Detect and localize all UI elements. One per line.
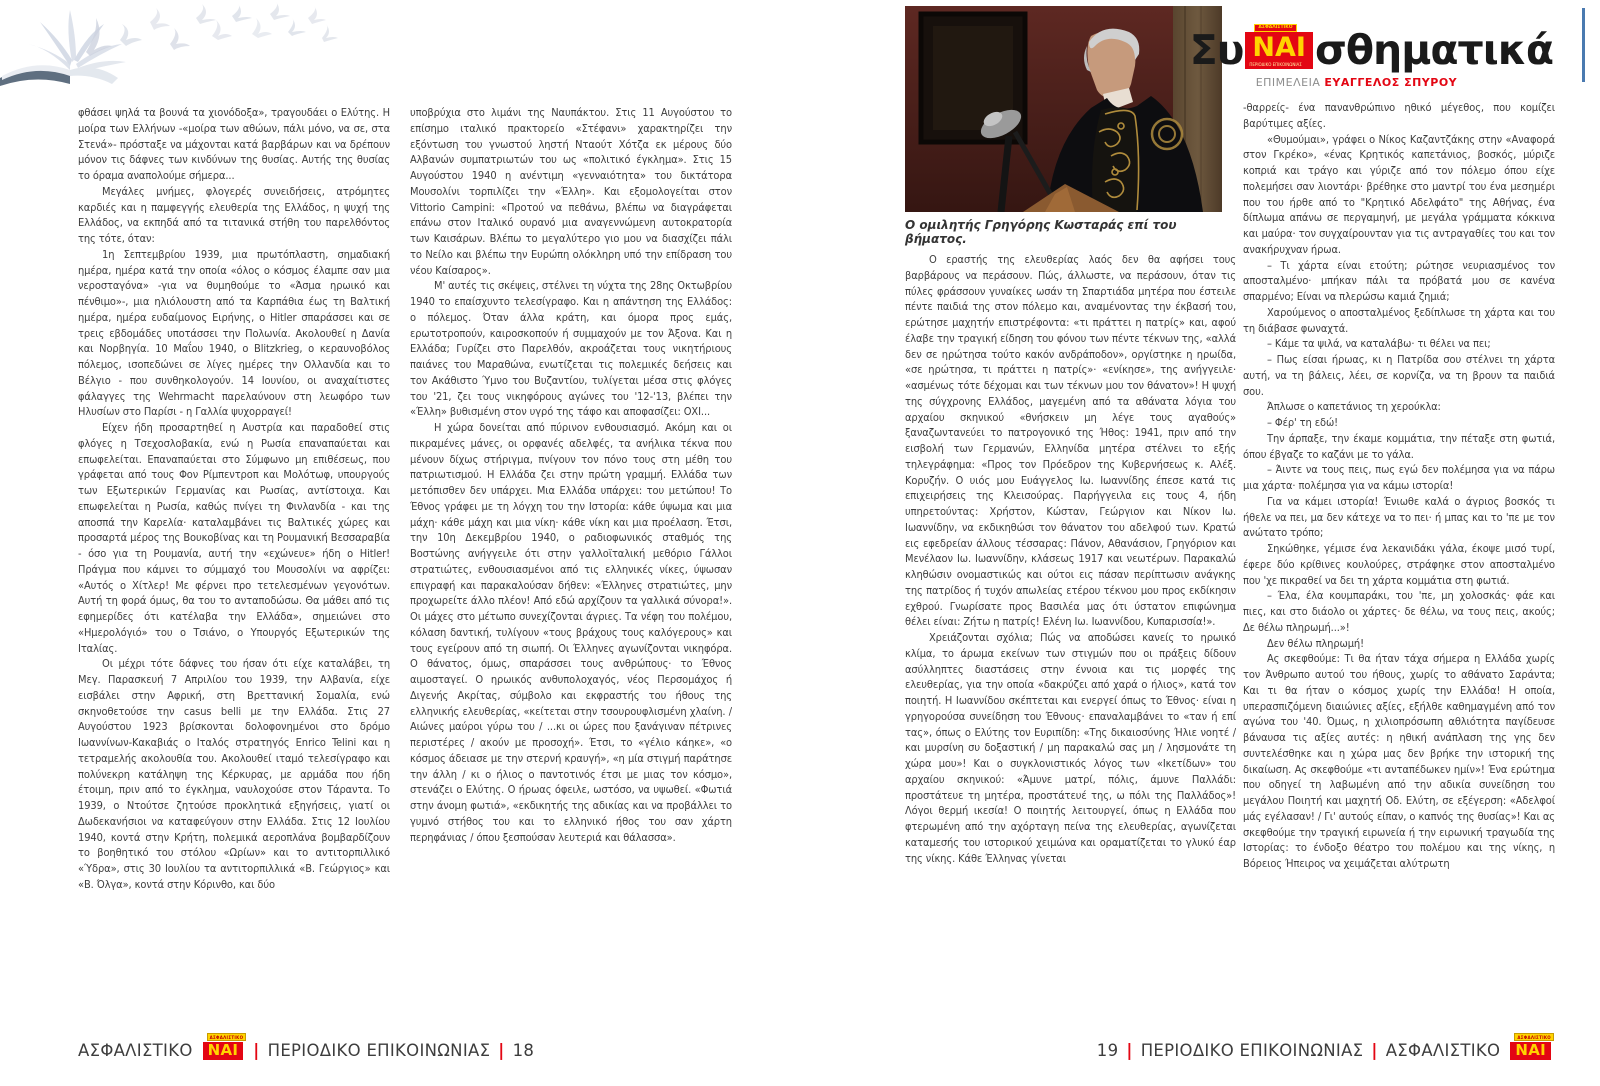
nai-footer-logo-tab: ΑΣΦΑΛΙΣΤΙΚΟ xyxy=(207,1033,247,1041)
paragraph: Δεν θέλω πληρωμή! xyxy=(1267,636,1364,650)
nai-footer-logo xyxy=(1510,1034,1552,1060)
paragraph: Είχεν ήδη προσαρτηθεί η Αυστρία και παραδοθεί στις φλόγες η Τσεχοσλοβακία, ενώ η Ρωσία επαναπαύεται και επωφελείται. Επαναπαύεται στο Σύμφωνο μη επιθέσεως, που γράφεται από τους Φον Ρίμπεντροπ και Μολότωφ, υπουργούς των Εξωτερικών Γερμανίας και Ρωσίας, αντίστοιχα. Και επωφελείται η Ρωσία, καθώς πνίγει τη Φινλανδία - και της αποσπά την Καρελία· καταλαμβάνει τις Βαλτικές χώρες και προσαρτά μέρος της Βουκοβίνας και τη Ρουμανική Βεσσαραβία - όσο για τη Ρουμανία, αυτή την «εχώνευε» ήδη ο Hitler! Πράγμα που κάμνει το σύμμαχό του Μουσολίνι να αφρίζει: «Αυτός ο Χίτλερ! Με φέρνει προ τετελεσμένων γεγονότων. Αυτή τη φορά όμως, θα του το ανταποδώσω. Θα μάθει από τις εφημερίδες ότι κατέλαβα την Ελλάδα», σημειώνει στο «Ημερολόγιό» του ο Τσιάνο, ο Υπουργός Εξωτερικών της Ιταλίας. xyxy=(78,421,390,655)
nai-footer-logo-tab: ΑΣΦΑΛΙΣΤΙΚΟ xyxy=(1514,1033,1554,1041)
book-doves-illustration xyxy=(0,0,345,90)
paragraph: Η χώρα δονείται από πύρινον ενθουσιασμό. Ακόμη και οι πικραμένες μάνες, οι ορφανές αδελφές, τα ανήλικα τέκνα που μένουν δίχως στήριγμα, πνίγουν τον πόνο τους στη μέθη του πατριωτισμού. Η Ελλάδα ζει στην πρώτη γραμμή. Ελλάδα των μετόπισθεν δεν υπάρχει. Μια Ελλάδα υπάρχει: του μετώπου! Το Έθνος γράφει με τη λόγχη του την Ιστορία: κάθε ύψωμα και μια μάχη· κάθε μάχη και μια νίκη· κάθε νίκη και μια προέλαση. Έτσι, την 10η Δεκεμβρίου 1940, ο ραδιοφωνικός σταθμός της Βοστώνης ανήγγειλε ότι στην γαλλοϊταλική μεθόριο Γάλλοι στρατιώτες, ενθουσιασμένοι από τις ελληνικές νίκες, ύψωσαν επιγραφή και παρακαλούσαν δήθεν: «Έλληνες στρατιώτες, μην προχωρείτε άλλο πλέον! Από εδώ αρχίζουν τα γαλλικά σύνορα!». Οι μάχες στο μέτωπο συνεχίζονται άγριες. Τα νέφη του πολέμου, κόλαση δαντική, τυλίγουν «τους βράχους τους καλόγερους» και τους εγείρουν από τη σιωπή. Οι Έλληνες αγωνίζονται νικηφόρα. Ο θάνατος, όμως, σπαράσσει τους ανθρώπους· το Έθνος αιμοσταγεί. Ο ηρωικός ανθυπολοχαγός, νέος Περσομάχος ή Διγενής Ακρίτας, σύμβολο και εκφραστής του ήθους της ελληνικής ελευθερίας, «κείτεται στην τσουρουφλισμένη χλαίνη. / Αιώνες μαύροι γύρω του / ...κι οι ώρες που ξανάγιναν πέτρινες περιστέρες / ακούν με προσοχή». Έτσι, το «γέλιο κάηκε», «ο κόσμος άδειασε με την στερνή κραυγή», «η μία στιγμή παράτησε την άλλη / κι ο ήλιος ο παντοτινός έτσι με μιας τον κόσμο», στενάζει ο Ελύτης. Ο ήρωας όφειλε, ωστόσο, να υψωθεί. «Φωτιά στην άνομη φωτιά», «εκδικητής της αδικίας και να προβάλλει το γυμνό στήθος του και το ελληνικό ήθος του σαν χάρτη περηφάνιας / όπου ξεσπούσαν λευτεριά και θάλασσα». xyxy=(410,421,732,844)
logo-tagline xyxy=(1190,76,1553,89)
speaker-photo xyxy=(905,6,1222,212)
logo-prefix: Συ xyxy=(1189,26,1244,74)
paragraph: – Έλα, έλα κουμπαράκι, του 'πε, μη χολοσκάς· φάε και πιες, και στο διάολο οι χάρτες· δε θέλω, να τους πεις, ακούς; Δε θέλω πληρωμή...»! xyxy=(1243,589,1555,634)
nai-footer-logo-text: ΝΑΙ xyxy=(203,1042,244,1060)
paragraph: υποβρύχια στο λιμάνι της Ναυπάκτου. Στις 11 Αυγούστου το επίσημο ιταλικό πρακτορείο «Στέφανι» χαρακτηρίζει την εξόντωση του γνωστού ληστή Νταούτ Χότζα εκ μέρους δύο Αλβανών συμπατριωτών του ως «πολιτικό έγκλημα». Στις 15 Αυγούστου 1940 η ανέντιμη «γενναιότητα» του δικτάτορα Μουσολίνι τορπιλίζει την «Έλλη». Και εξομολογείται στον Vittorio Campini: «Προτού να πεθάνω, βλέπω να διαγράφεται επάνω στον Ιταλικό ουρανό μια αναγεννώμενη αυτοκρατορία των Καισάρων. Βλέπω το μεγαλύτερο γιο μου να διασχίζει πάλι το Νείλο και βλέπω την Ευρώπη ολόκληρη υπό την επίδραση του νέου Καίσαρος». xyxy=(410,106,732,277)
nai-logo-subtitle: ΠΕΡΙΟΔΙΚΟ ΕΠΙΚΟΙΝΩΝΙΑΣ xyxy=(1249,61,1302,67)
nai-footer-logo-text: ΝΑΙ xyxy=(1510,1042,1551,1060)
footer-brand: ΑΣΦΑΛΙΣΤΙΚΟ xyxy=(1385,1040,1501,1060)
paragraph: φθάσει ψηλά τα βουνά τα χιονόδοξα», τραγουδάει ο Ελύτης. Η μοίρα των Ελλήνων -«μοίρα των αθώων, πάλι μόνο, να σε, στα Στενά»- πρόσταξε να μάχονται κατά βαρβάρων και να δρέπουν μόνον τις δάφνες των κινδύνων της θυσίας. Αυτής της θυσίας το όραμα αναπολούμε σήμερα... xyxy=(78,106,390,182)
paragraph: Χαρούμενος ο αποσταλμένος ξεδίπλωσε τη χάρτα και του τη διάβασε φωναχτά. xyxy=(1243,305,1555,335)
article-column-4 xyxy=(1243,100,1555,1024)
paragraph: – Άιντε να τους πεις, πως εγώ δεν πολέμησα για να πάρω μια χάρτα· πολέμησα για να κάμω ιστορία! xyxy=(1243,463,1555,492)
tagline-editor-name: ΕΥΑΓΓΕΛΟΣ ΣΠΥΡΟΥ xyxy=(1324,76,1458,89)
footer-separator: | xyxy=(1126,1040,1133,1060)
footer-magazine: ΠΕΡΙΟΔΙΚΟ ΕΠΙΚΟΙΝΩΝΙΑΣ xyxy=(1140,1040,1364,1060)
blue-edge-rule xyxy=(1582,8,1585,82)
footer-page-number: 19 xyxy=(1096,1040,1119,1060)
paragraph: Άπλωσε ο καπετάνιος τη χερούκλα: xyxy=(1267,400,1441,414)
paragraph: Χρειάζονται σχόλια; Πώς να αποδώσει κανείς το ηρωικό κλίμα, το άρωμα εκείνων των στιγμών που οι πράξεις δίδουν ασύλληπτες διαστάσεις στην έννοια και τις μορφές της ελευθερίας, για την οποία «δακρύζει από χαρά ο ήλιος», κατά τον ποιητή. Η Ιωαννίδου σκέπτεται και ενεργεί όπως το Έθνος· είναι η γρηγορούσα συνείδηση του Έθνους· επαναλαμβάνει το «ταν ή επί τας», όπως ο Ελύτης τον Ευριπίδη: «Της δικαιοσύνης Ήλιε νοητέ / και μυρσίνη συ δοξαστική / μη παρακαλώ σας μη / λησμονάτε τη χώρα μου»! Και ο συγκλονιστικός λόγος των «Ικετίδων» του αρχαίου σκηνικού: «Άμυνε ματρί, πόλις, άμυνε Παλλάδι: προστάτευε τη μητέρα, προστάτευέ της, ω πόλι της Παλλάδος»! Λόγοι θερμή ικεσία! Ο ποιητής λειτουργεί, όπως η Ελλάδα που φτερωμένη από την αχόρταγη πείνα της ελευθερίας, αγωνίζεται καταμεσής του ιστορικού χειμώνα και οραματίζεται το γλυκύ έαρ της νίκης. Κάθε Έλληνας γίνεται xyxy=(905,631,1236,865)
paragraph: Σηκώθηκε, γέμισε ένα λεκανιδάκι γάλα, έκοψε μισό τυρί, έφερε δύο κρίθινες κουλούρες, στράφηκε στον αποσταλμένο που 'χε πικραθεί να δει τη χάρτα κομμάτια στη φωτιά. xyxy=(1243,542,1555,587)
magazine-section-logo xyxy=(1190,26,1553,89)
footer-magazine: ΠΕΡΙΟΔΙΚΟ ΕΠΙΚΟΙΝΩΝΙΑΣ xyxy=(267,1040,491,1060)
paragraph: – Κάμε τα ψιλά, να καταλάβω· τι θέλει να πει; xyxy=(1267,337,1491,351)
tagline-label: ΕΠΙΜΕΛΕΙΑ xyxy=(1255,76,1325,89)
logo-suffix: σθηματικά xyxy=(1314,26,1553,74)
paragraph: 1η Σεπτεμβρίου 1939, μια πρωτόπλαστη, σημαδιακή ημέρα, ημέρα κατά την οποία «όλος ο κόσμος έλαμπε σαν μια νεροσταγόνα» -για να θυμηθούμε το «Άσμα ηρωικό και πένθιμο»-, μια ηλιόλουστη από τα Καρπάθια έως τη Βαλτική ημέρα, ημέρα ευδαίμονος Ειρήνης, ο Hitler σπαράσσει και σε τρεις εβδομάδες υποτάσσει την Πολωνία. Ακολουθεί η Δανία και Νορβηγία. 10 Μαΐου 1940, ο Blitzkrieg, ο κεραυνοβόλος πόλεμος, ισοπεδώνει σε λίγες ημέρες την Ολλανδία και το Βέλγιο - που συνθηκολογούν. 14 Ιουνίου, οι αναχαίτιστες φάλαγγες της Wehrmacht παρελαύνουν στη λεωφόρο των Ηλυσίων στο Παρίσι - η Γαλλία ψυχορραγεί! xyxy=(78,247,390,419)
paragraph: Μεγάλες μνήμες, φλογερές συνειδήσεις, ατρόμητες καρδιές και η παμφεγγής ελευθερία της Ελλάδος, η ψυχή της Ελλάδος, να εκπηδά από τα τιτανικά στήθη του παρελθόντος της τότε, όταν: xyxy=(78,184,390,245)
paragraph: Οι μέχρι τότε δάφνες του ήσαν ότι είχε καταλάβει, τη Μεγ. Παρασκευή 7 Απριλίου του 1939, την Αλβανία, είχε εισβάλει στην Αφρική, στη Βρεττανική Σομαλία, ενώ σκηνοθετούσε την casus belli με την Ελλάδα. Στις 27 Αυγούστου 1923 βρίσκονται δολοφονημένοι στο δρόμο Ιωαννίνων-Κακαβιάς ο Ιταλός στρατηγός Enrico Telini και η τετραμελής ακολουθία του. Ακολουθεί ιταμό τελεσίγραφο και πολύνεκρη κατάληψη της Κέρκυρας, με αρμάδα που ήδη έτοιμη, πριν από το έγκλημα, ναυλοχούσε στον Τάραντα. Το 1939, ο Ντούτσε ζητούσε προκλητικά εξηγήσεις, γιατί οι Δωδεκανήσιοι να καταφεύγουν στην Ελλάδα. Στις 12 Ιουλίου 1940, κοντά στην Κρήτη, πολεμικά αεροπλάνα βομβαρδίζουν το βοηθητικό του στόλου «Ωρίων» και το αντιτορπιλλικό «Ύδρα», στις 30 Ιουλίου τα αντιτορπιλλικά «Β. Γεώργιος» και «Β. Όλγα», κοντά στην Κόρινθο, και δύο xyxy=(78,657,390,891)
nai-footer-logo xyxy=(203,1034,244,1060)
footer-brand: ΑΣΦΑΛΙΣΤΙΚΟ xyxy=(78,1040,193,1060)
nai-logo-tab: ΑΣΦΑΛΙΣΤΙΚΟ xyxy=(1254,24,1296,32)
paragraph: – Τι χάρτα είναι ετούτη; ρώτησε νευριασμένος τον αποσταλμένο· μπήκαν πάλι τα πρόβατά μου σε κανένα σπαρμένο; Είναι να πλερώσω καμιά ζημιά; xyxy=(1243,258,1555,303)
article-column-3 xyxy=(905,252,1236,1024)
paragraph: Μ' αυτές τις σκέψεις, στέλνει τη νύχτα της 28ης Οκτωβρίου 1940 το επαίσχυντο τελεσίγραφο. Και η απάντηση της Ελλάδος: ο πόλεμος. Όταν άλλα κράτη, και όμορα προς εμάς, ερωτοτροπούν, καιροσκοπούν ή συμμαχούν με τον Άξονα. Και η Ελλάδα; Γυρίζει στο Παρελθόν, ακροάζεται τους νικητήριους παιάνες του Μαραθώνα, ενωτίζεται τις πολεμικές δεήσεις και τον Ακάθιστο Ύμνο του Βυζαντίου, τυλίγεται μέσα στις φλόγες του '21, ζει τους νικηφόρους αγώνες του '12-'13, βλέπει την «Έλλη» βυθισμένη στον υγρό της τάφο και αποφασίζει: ΟΧΙ... xyxy=(410,279,732,419)
photo-caption: Ο ομιλητής Γρηγόρης Κωσταράς επί του βήματος. xyxy=(905,218,1177,246)
nai-logo xyxy=(1246,25,1312,68)
footer-left xyxy=(78,1034,535,1060)
paragraph: -θαρρείς- ένα πανανθρώπινο ηθικό μέγεθος, που κομίζει βαρύτιμες αξίες. xyxy=(1243,101,1555,130)
article-column-2 xyxy=(410,105,732,1025)
footer-separator: | xyxy=(253,1040,260,1060)
nai-logo-text: ΝΑΙ xyxy=(1252,31,1306,63)
paragraph: Ας σκεφθούμε: Τι θα ήταν τάχα σήμερα η Ελλάδα χωρίς τον Άνθρωπο αυτού του ήθους, χωρίς το αθάνατο Σαράντα; Και τι θα ήταν ο κόσμος χωρίς την Ελλάδα! Η οποία, υπερασπιζόμενη διαιώνιες αξίες, εξήλθε καθημαγμένη από τον αγώνα του '40. Όμως, η χιλιοπρόσωπη αθλιότητα παγίδευσε βάναυσα τις αξίες αυτές: η ηθική ανάπλαση της γης δεν συντελέσθηκε και η χώρα μας δεν βρήκε την ιστορική της δικαίωση. Ας σκεφθούμε «τι ανταπέδωκεν ημίν»! Ένα ερώτημα που οδηγεί τη λαβωμένη από την αδικία συνείδηση του μεγάλου Ποιητή και μαχητή Οδ. Ελύτη, σε εξέγερση: «Αδελφοί μάς εγέλασαν! / Γι' αυτούς είπαν, ο καπνός της θυσίας»! Και ας σκεφθούμε την τραγική ειρωνεία ή την ειρωνική τραγωδία της Ιστορίας: το ένδοξο θέατρο του πολέμου και της νίκης, η Βόρειος Ήπειρος να χειμάζεται αλύτρωτη xyxy=(1243,652,1555,870)
footer-separator: | xyxy=(498,1040,505,1060)
paragraph: Ο εραστής της ελευθερίας λαός δεν θα αφήσει τους βαρβάρους να περάσουν. Πώς, άλλωστε, να περάσουν, όταν τις πύλες φράσσουν γυναίκες ωσάν τη Σπαρτιάδα μητέρα που έστειλε πέντε παιδιά της στον πόλεμο και, αναμένοντας την έκβασή του, ερώτησε μαχητήν επιστρέφοντα: «τι πράττει η πατρίς» και, αφού έλαβε την τραγική είδηση του φόνου των πέντε τέκνων της, «αλλά δεν σε ηρώτησα τούτο κακόν ανδράποδον», οργίστηκε η ηρωίδα, «σε ηρώτησα, τι πράττει η πατρίς»· «ενίκησε», της ανήγγειλε· «ασμένως τότε δέχομαι και των τέκνων μου τον θάνατον»! Η ψυχή της σύγχρονης Ελλάδος, μαγεμένη από τα αθάνατα λόγια του αρχαίου σκηνικού «θνήσκειν μη λέγε τους αγαθούς» ξαναζωντανεύει το πατρογονικό της Ήθος: 1941, πριν από την εισβολή των Γερμανών, Ελληνίδα μητέρα στέλνει το εξής τηλεγράφημα: «Προς τον Πρόεδρον της Κυβερνήσεως κ. Αλέξ. Κορυζήν. Ο υιός μου Ευάγγελος Ιω. Ιωαννίδης έπεσε κατά τις επιχειρήσεις της Κλεισούρας. Παρήγγειλα εις τους 4, ήδη υπηρετούντας: Χρήστον, Κώσταν, Γεώργιον και Νίκον Ιω. Ιωαννίδην, να εκδικηθώσι τον θάνατον του αδελφού των. Κρατώ εις εφεδρείαν άλλους τέσσαρας: Πάνον, Αθανάσιον, Γρηγόριον και Μενέλαον Ιω. Ιωαννίδην, κλάσεως 1917 και νεωτέρων. Παρακαλώ κληθώσιν ονομαστικώς και ούτοι εις πάσαν περίπτωσιν ανάγκης της πατρίδος ή τυχόν απωλείας ετέρου τέκνου μου προς εκδίκησιν εχθρού. Γνωρίσατε προς Βασιλέα μας ότι ύστατον επιφώνημα θέλει είναι: Ζήτω η πατρίς! Ελένη Ιω. Ιωαννίδου, Κυπαρισσία!». xyxy=(905,253,1236,629)
paragraph: Την άρπαξε, την έκαμε κομμάτια, την πέταξε στη φωτιά, όπου έβγαζε το καζάνι με το γάλα. xyxy=(1243,431,1555,461)
paragraph: – Φέρ' τη εδώ! xyxy=(1267,416,1338,429)
footer-page-number: 18 xyxy=(512,1040,535,1060)
paragraph: Για να κάμει ιστορία! Ένιωθε καλά ο άγριος βοσκός τι ήθελε να πει, μα δεν κάτεχε να το πει· ή μπας και το 'πε με τον ανώτατο τρόπο; xyxy=(1243,494,1555,540)
paragraph: – Πως είσαι ήρωας, κι η Πατρίδα σου στέλνει τη χάρτα αυτή, να τη βάλεις, λέει, σε κορνίζα, να τη βρουν τα παιδιά σου. xyxy=(1243,353,1555,398)
footer-right xyxy=(1096,1034,1553,1060)
article-column-1 xyxy=(78,105,390,1025)
footer-separator: | xyxy=(1371,1040,1378,1060)
paragraph: «Θυμούμαι», γράφει ο Νίκος Καζαντζάκης στην «Αναφορά στον Γκρέκο», «ένας Κρητικός καπετάνιος, βοσκός, μύριζε κοπριά και τράγο και γύριζε από τον πόλεμο όπου είχε πολεμήσει σαν λιοντάρι· βρέθηκε στο μαντρί του ένα μεσημέρι που του ήρθε από το "Κρητικό Αδελφάτο" της Αθήνας, ένα δίπλωμα απάνω σε περγαμηνή, με μεγάλα γράμματα κόκκινα και μαύρα· τον συγχαίρουνταν για τις αντραγαθίες του και τον ανακήρυχναν ήρωα. xyxy=(1243,132,1555,256)
